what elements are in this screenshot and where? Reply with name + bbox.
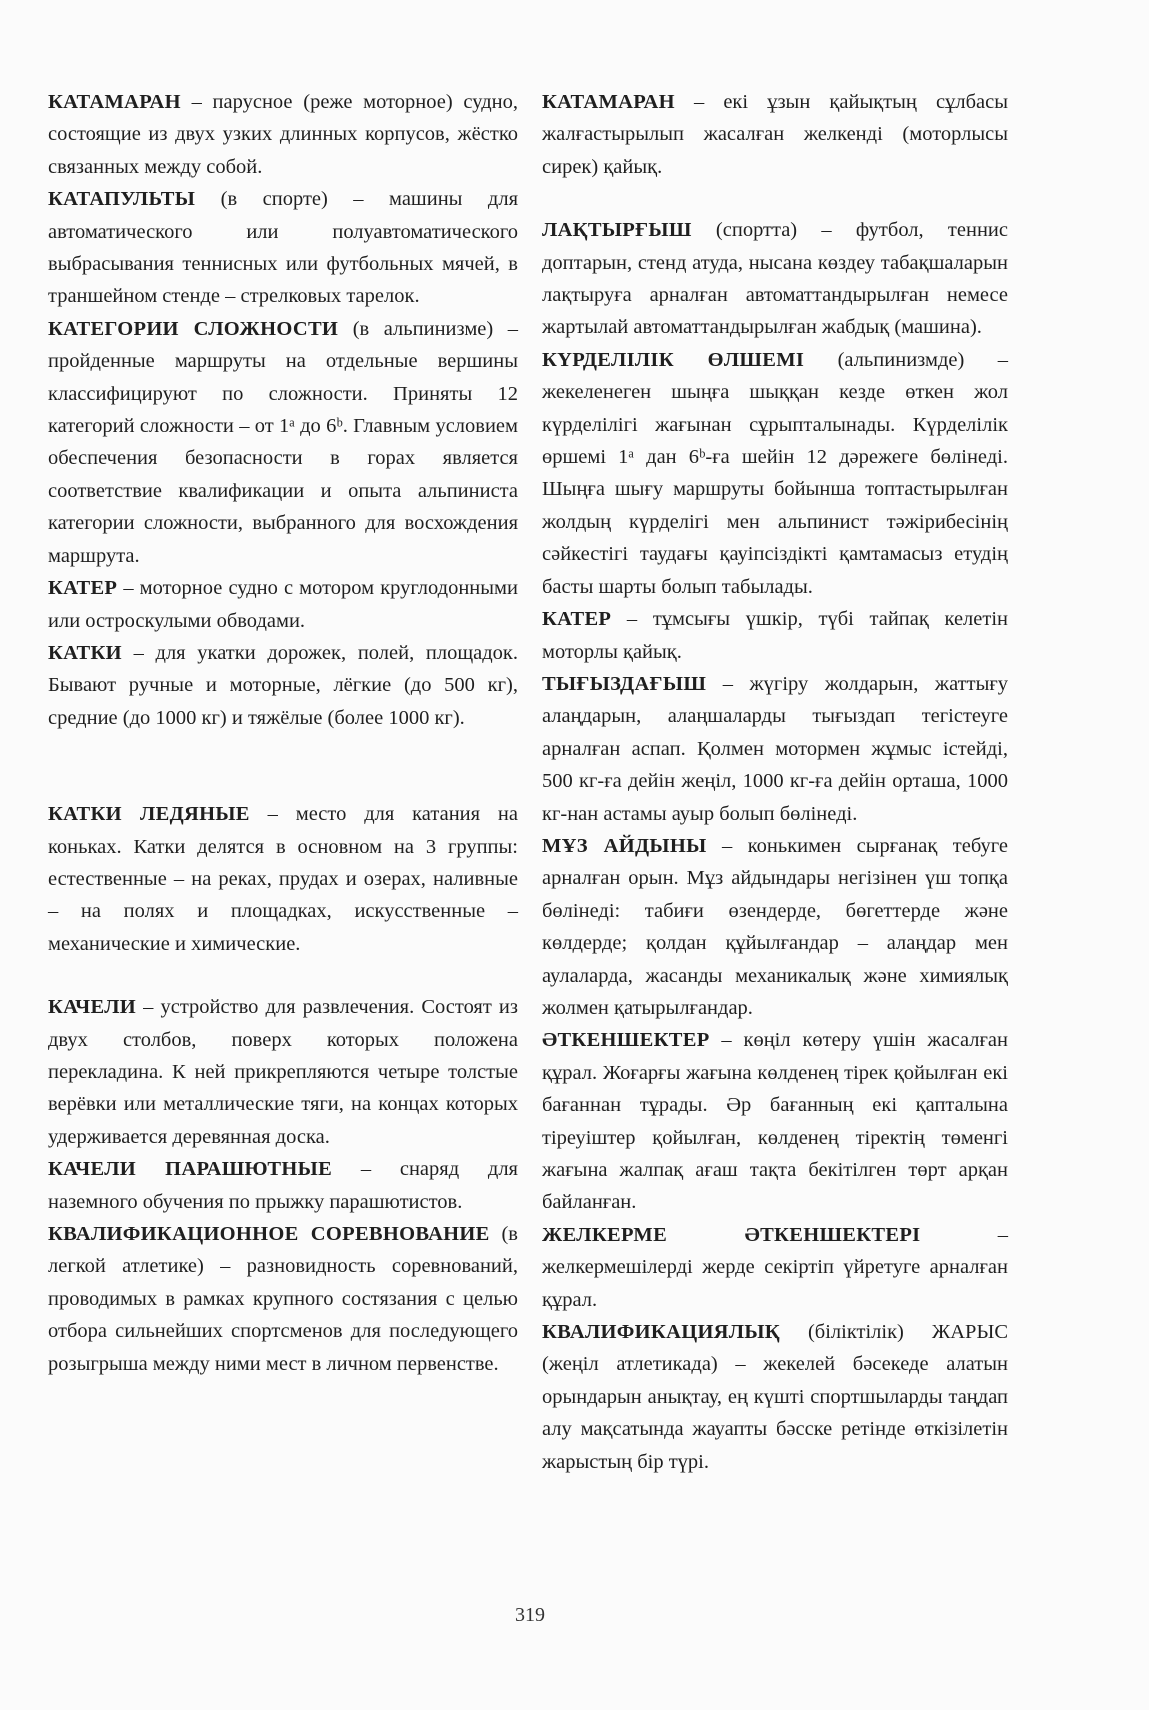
entry-tygyzdagysh-kz	[542, 668, 1008, 830]
entry-text: (біліктілік) ЖАРЫС (жеңіл атлетикада) – жекелей бәсекеде алатын орындарын анықтау, ең күшті спортшыларды таңдап алу мақсатында жауапты бәсске ретінде өткізілетін жарыстың бір түрі.	[542, 1321, 1008, 1473]
entry-text: – моторное судно с мотором круглодонными или остроскулыми обводами.	[48, 577, 518, 632]
entry-kacheli-parashyutnye-ru	[48, 1153, 518, 1218]
entry-term: КАТАПУЛЬТЫ	[48, 188, 196, 211]
entry-katapulty-ru	[48, 183, 518, 313]
entry-text: – устройство для развлечения. Состоят из двух столбов, поверх которых положена перекладина. К ней прикрепляются четыре толстые верёвки или металлические тяги, на концах которых удерживается деревянная доска.	[48, 996, 518, 1148]
entry-text: (в спорте) – машины для автоматического или полуавтоматического выбрасывания теннисных или футбольных мячей, в траншейном стенде – стрелковых тарелок.	[48, 188, 518, 308]
entry-term: ТЫҒЫЗДАҒЫШ	[542, 672, 707, 695]
entry-kacheli-ru	[48, 991, 518, 1153]
entry-text: – екі ұзын қайықтың сұлбасы жалғастырылып жасалған желкенді (моторлысы сирек) қайық.	[542, 91, 1008, 178]
entry-kurdelilik-olshemi-kz	[542, 344, 1008, 603]
right-column-kazakh	[542, 86, 1008, 1478]
entry-term: КАЧЕЛИ	[48, 996, 137, 1019]
entry-text: – конькимен сырғанақ тебуге арналған орын. Мұз айдындары негізінен үш топқа бөлінеді: табиғи өзендерде, бөгеттерде және көлдерде; қолдан құйылғандар – алаңдар мен аулаларда, жасанды механикалық және химиялық жолмен қатырылғандар.	[542, 834, 1008, 1019]
entry-text: (в легкой атлетике) – разновидность соревнований, проводимых в рамках крупного состязания с целью отбора сильнейших спортсменов для последующего розыгрыша между ними мест в личном первенстве.	[48, 1223, 518, 1375]
entry-text: (альпинизмде) – жекеленеген шыңға шыққан кезде өткен жол күрделілігі жағынан сұрыпталынады. Күрделілік өршемі 1ᵃ дан 6ᵇ-ға шейін 12 дәрежеге бөлінеді. Шыңға шығу маршруты бойынша топтастырылған жолдың күрделігі мен альпинист тәжірибесінің сәйкестігі таудағы қауіпсіздікті қамтамасыз етудің басты шарты болып табылады.	[542, 348, 1008, 598]
page-number: 319	[515, 1604, 545, 1626]
entry-term: КВАЛИФИКАЦИОННОЕ СОРЕВНОВАНИЕ	[48, 1223, 490, 1245]
entry-kategorii-slozhnosti-ru	[48, 313, 518, 572]
entry-kater-ru	[48, 572, 518, 637]
entry-term: КАТЕР	[48, 577, 118, 600]
entry-term: КАТКИ ЛЕДЯНЫЕ	[48, 803, 250, 826]
entry-muz-aidyny-kz	[542, 830, 1008, 1024]
spacer	[48, 960, 518, 991]
entry-term: КАТАМАРАН	[542, 91, 675, 113]
entry-kvalifikatsionnoe-ru	[48, 1218, 518, 1380]
entry-term: ЛАҚТЫРҒЫШ	[542, 219, 692, 242]
entry-kvalifikatsiyalyk-kz	[542, 1316, 1008, 1478]
entry-text: – көңіл көтеру үшін жасалған құрал. Жоғарғы жағына көлденең тірек қойылған екі бағаннан тұрады. Әр бағанның екі қапталына тіреуіштер қойылған, көлденең тіректің төменгі жағына жалпақ ағаш тақта бекітілген төрт арқан байланған.	[542, 1029, 1008, 1214]
entry-kater-kz	[542, 603, 1008, 668]
entry-laktyrgysh-kz	[542, 214, 1008, 344]
entry-katamaran-kz	[542, 86, 1008, 183]
spacer	[48, 734, 518, 798]
entry-term: ЖЕЛКЕРМЕ ӘТКЕНШЕКТЕРІ	[542, 1223, 921, 1246]
entry-text: – парусное (реже моторное) судно, состоящие из двух узких длинных корпусов, жёстко связанных между собой.	[48, 91, 518, 178]
entry-text: – тұмсығы үшкір, түбі тайпақ келетін моторлы қайық.	[542, 608, 1008, 663]
entry-term: КҮРДЕЛІЛІК ӨЛШЕМІ	[542, 348, 805, 371]
entry-term: КАТЕГОРИИ СЛОЖНОСТИ	[48, 317, 339, 340]
entry-term: КВАЛИФИКАЦИЯЛЫҚ	[542, 1321, 780, 1344]
entry-text: – для укатки дорожек, полей, площадок. Бывают ручные и моторные, лёгкие (до 500 кг), средние (до 1000 кг) и тяжёлые (более 1000 кг).	[48, 641, 518, 729]
entry-text: (в альпинизме) – пройденные маршруты на отдельные вершины классифицируют по сложности. Приняты 12 категорий сложности – от 1ᵃ до 6ᵇ. Главным условием обеспечения безопасности в горах является соответствие квалификации и опыта альпиниста категории сложности, выбранного для восхождения маршрута.	[48, 317, 518, 567]
entry-katki-ledyanye-ru	[48, 798, 518, 960]
entry-katamaran-ru	[48, 86, 518, 183]
entry-katki-ru	[48, 637, 518, 734]
spacer	[542, 183, 1008, 214]
entry-text: – снаряд для наземного обучения по прыжку парашютистов.	[48, 1158, 518, 1213]
left-column-russian	[48, 86, 518, 1380]
entry-term: МҰЗ АЙДЫНЫ	[542, 834, 707, 857]
entry-term: КАТЕР	[542, 608, 612, 631]
entry-atkenshekter-kz	[542, 1024, 1008, 1218]
entry-term: КАЧЕЛИ ПАРАШЮТНЫЕ	[48, 1158, 333, 1181]
entry-text: – желкермешілерді жерде секіртіп үйретуге арналған құрал.	[542, 1223, 1009, 1311]
entry-term: ӘТКЕНШЕКТЕР	[542, 1029, 710, 1052]
entry-text: – жүгіру жолдарын, жаттығу алаңдарын, алаңшаларды тығыздап тегістеуге арналған аспап. Қолмен мотормен жұмыс істейді, 500 кг-ға дейін жеңіл, 1000 кг-ға дейін орташа, 1000 кг-нан астамы ауыр болып бөлінеді.	[542, 672, 1008, 825]
entry-term: КАТАМАРАН	[48, 91, 181, 113]
entry-zhelkerme-atkenshekteri-kz	[542, 1219, 1008, 1316]
entry-term: КАТКИ	[48, 641, 122, 664]
entry-text: (спортта) – футбол, теннис доптарын, стенд атуда, нысана көздеу табақшаларын лақтыруға арналған автоматтандырылған немесе жартылай автоматтандырылған жабдық (машина).	[542, 219, 1008, 339]
entry-text: – место для катания на коньках. Катки делятся в основном на 3 группы: естественные – на реках, прудах и озерах, наливные – на полях и площадках, искусственные – механические и химические.	[48, 803, 518, 955]
